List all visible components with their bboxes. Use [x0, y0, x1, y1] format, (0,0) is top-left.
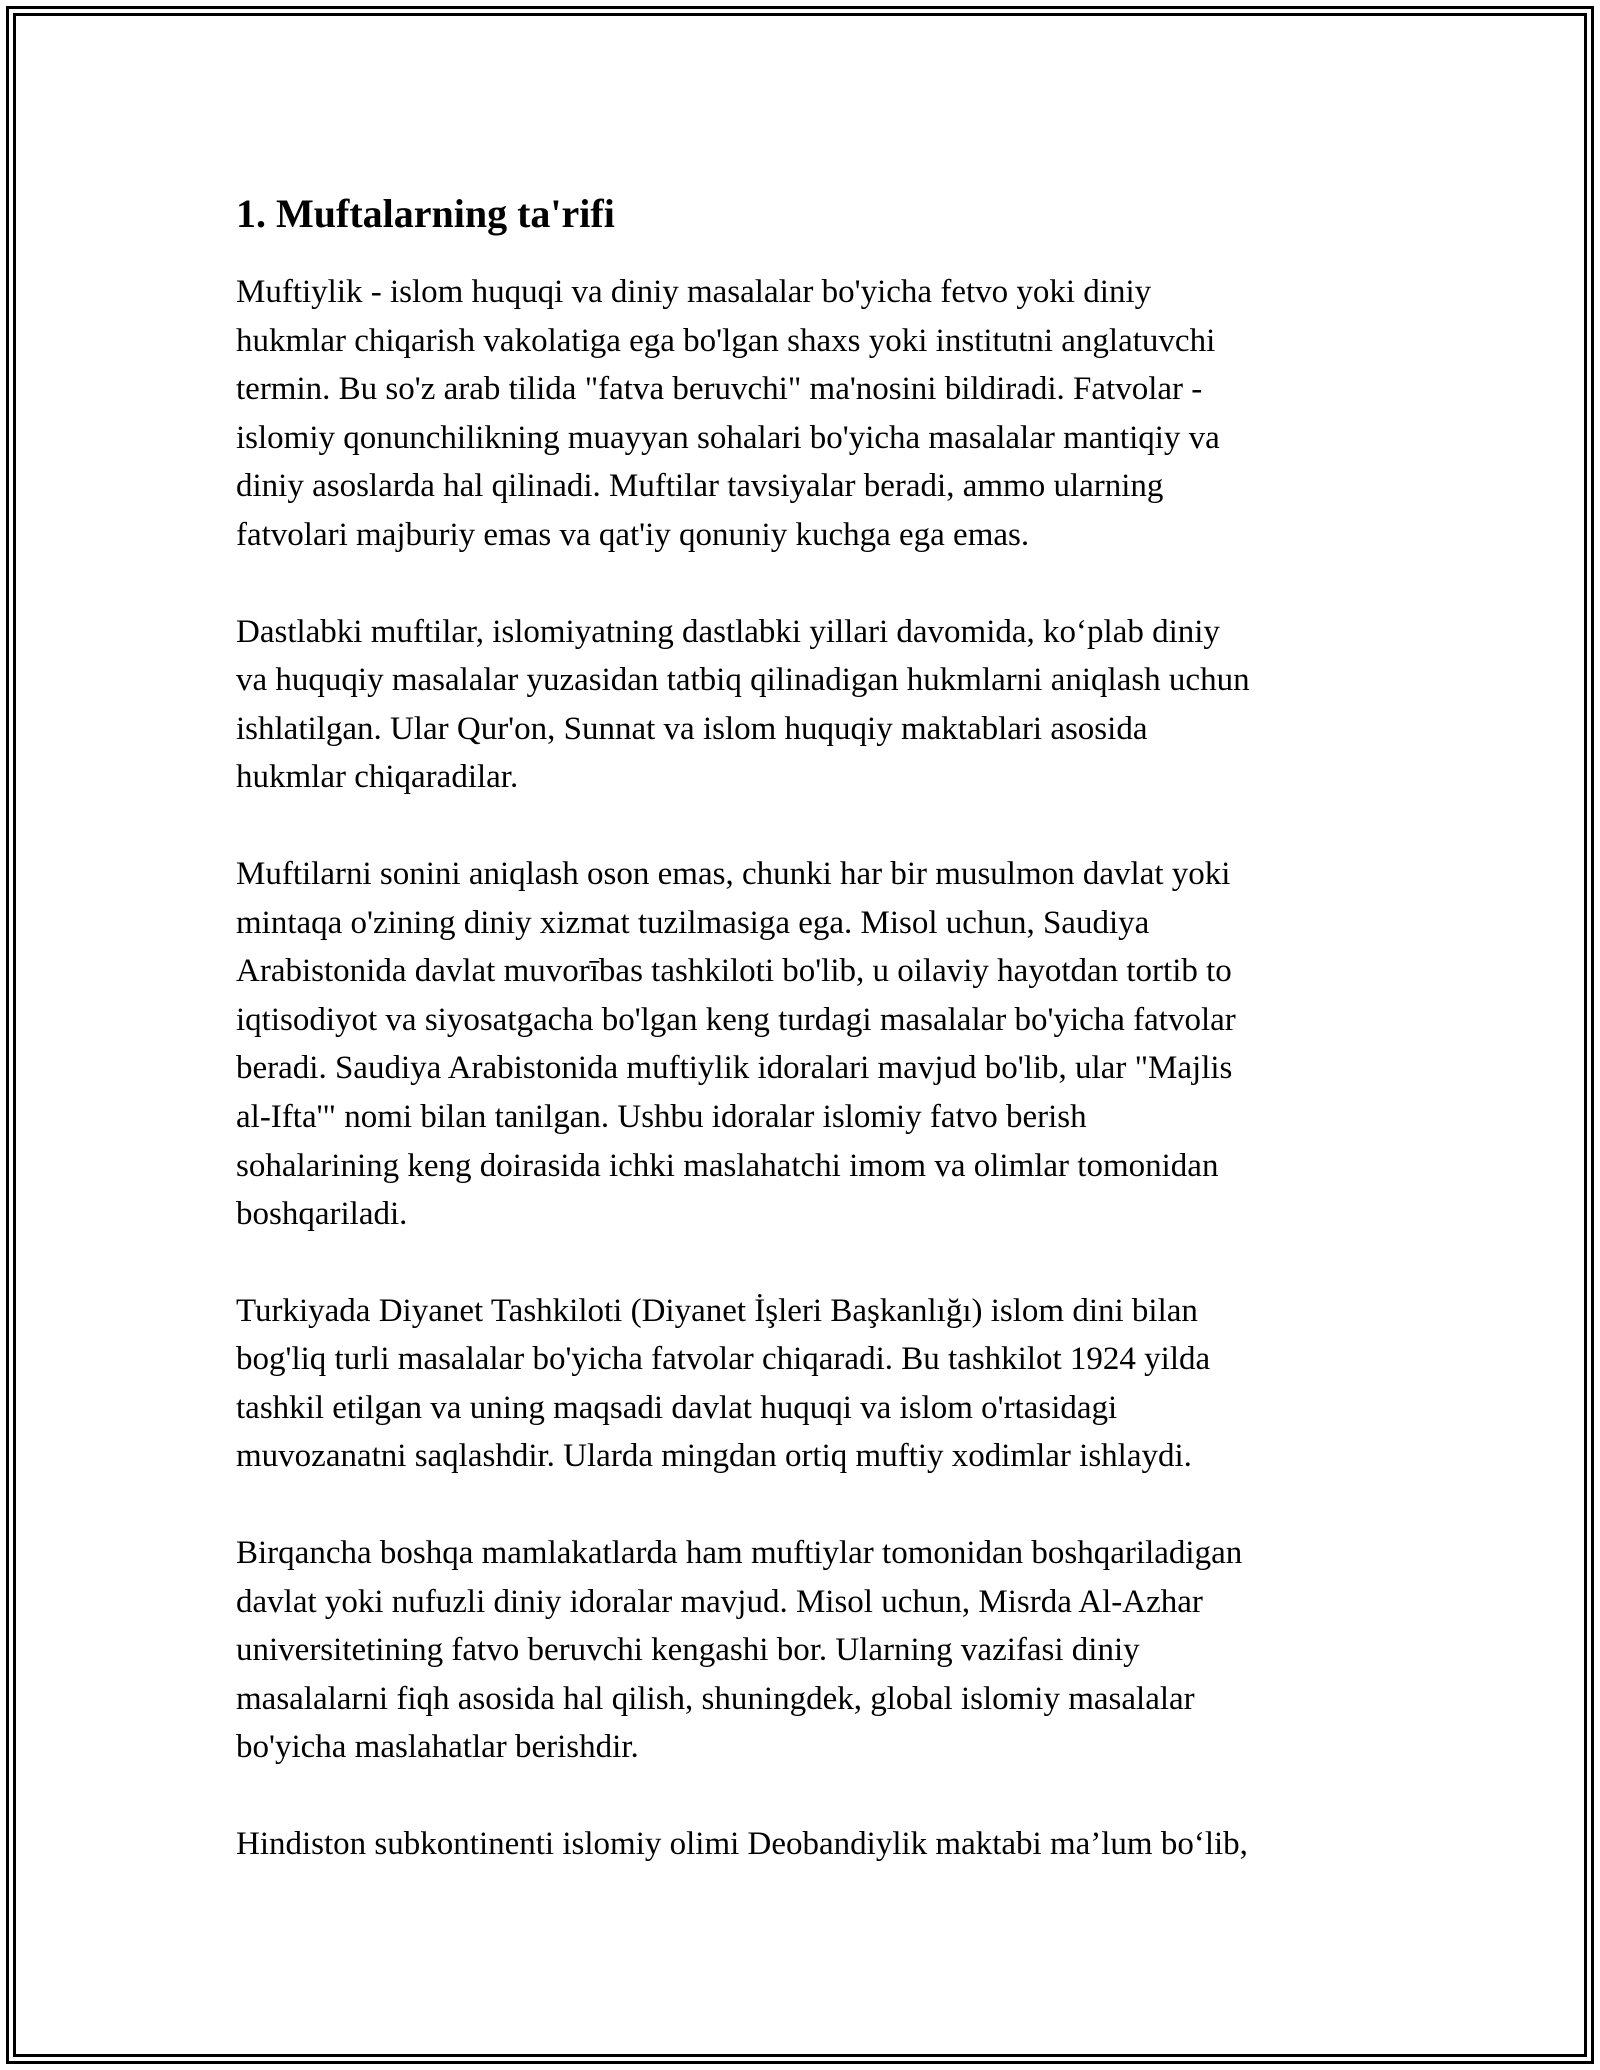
- paragraph-other-countries: Birqancha boshqa mamlakatlarda ham muftiylar tomonidan boshqariladigan davlat yoki nufuzli diniy idoralar mavjud. Misol uchun, Misrda Al-Azhar universitetining fatvo beruvchi kengashi bor. Ularning vazifasi diniy masalalarni fiqh asosida hal qilish, shuningdek, global islomiy masalalar bo'yicha maslahatlar berishdir.: [236, 1535, 1243, 1766]
- paragraph-saudi-arabia: Muftilarni sonini aniqlash oson emas, chunki har bir musulmon davlat yoki mintaqa o'zining diniy xizmat tuzilmasiga ega. Misol uchun, Saudiya Arabistonida davlat muvorības tashkiloti bo'lib, u oilaviy hayotdan tortib to iqtisodiyot va siyosatgacha bo'lgan keng turdagi masalalar bo'yicha fatvolar beradi. Saudiya Arabistonida muftiylik idoralari mavjud bo'lib, ular "Majlis al-Ifta'" nomi bilan tanilgan. Ushbu idoralar islomiy fatvo berish sohalarining keng doirasida ichki maslahatchi imom va olimlar tomonidan boshqariladi.: [236, 855, 1236, 1233]
- paragraph-definition: Muftiylik - islom huquqi va diniy masalalar bo'yicha fetvo yoki diniy hukmlar chiqarish vakolatiga ega bo'lgan shaxs yoki institutni anglatuvchi termin. Bu so'z arab tilida "fatva beruvchi" ma'nosini bildiradi. Fatvolar - islomiy qonunchilikning muayyan sohalari bo'yicha masalalar mantiqiy va diniy asoslarda hal qilinadi. Muftilar tavsiyalar beradi, ammo ularning fatvolari majburiy emas va qat'iy qonuniy kuchga ega emas.: [236, 274, 1220, 553]
- paragraph-early-muftis: Dastlabki muftilar, islomiyatning dastlabki yillari davomida, ko‘plab diniy va huquqiy masalalar yuzasidan tatbiq qilinadigan hukmlarni aniqlash uchun ishlatilgan. Ular Qur'on, Sunnat va islom huquqiy maktablari asosida hukmlar chiqaradilar.: [236, 613, 1250, 796]
- document-body: [236, 188, 1366, 1917]
- section-heading: 1. Muftalarning ta'rifi: [236, 191, 615, 236]
- paragraph-turkey: Turkiyada Diyanet Tashkiloti (Diyanet İşleri Başkanlığı) islom dini bilan bog'liq turli masalalar bo'yicha fatvolar chiqaradi. Bu tashkilot 1924 yilda tashkil etilgan va uning maqsadi davlat huquqi va islom o'rtasidagi muvozanatni saqlashdir. Ularda mingdan ortiq muftiy xodimlar ishlaydi.: [236, 1292, 1211, 1475]
- paragraph-india: Hindiston subkontinenti islomiy olimi Deobandiylik maktabi ma’lum bo‘lib,: [236, 1826, 1248, 1863]
